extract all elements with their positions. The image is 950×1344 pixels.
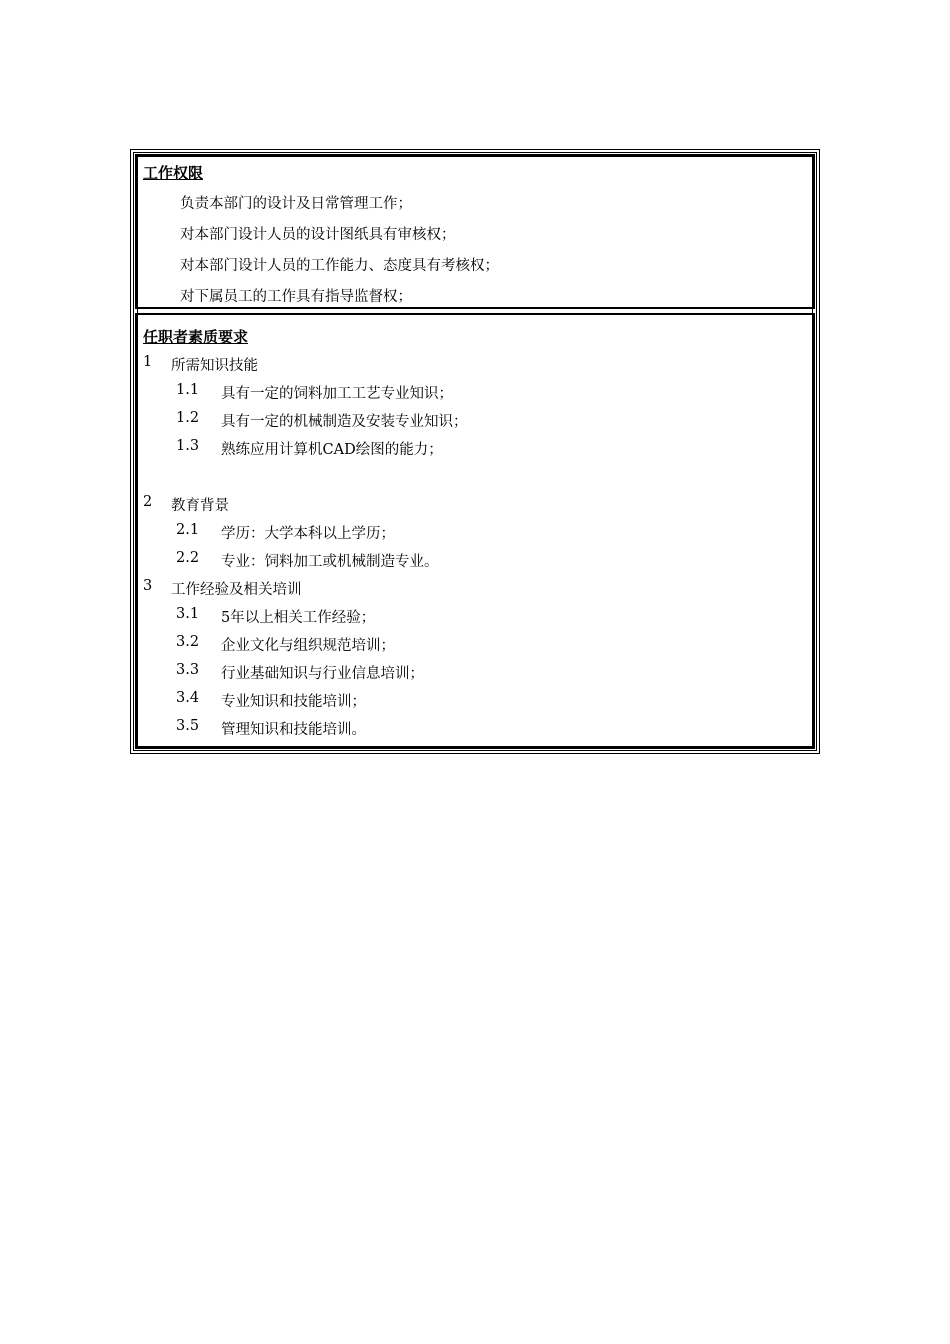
item-number: 3.3 [176,662,200,678]
authority-item: 对本部门设计人员的工作能力、态度具有考核权； [180,258,499,274]
group-number: 3 [143,578,153,594]
item-text: 具有一定的饲料加工工艺专业知识； [221,386,453,402]
item-number: 3.4 [176,690,200,706]
authority-item: 对本部门设计人员的设计图纸具有审核权； [180,227,456,243]
section-heading-authority: 工作权限 [143,164,204,182]
item-text: 5年以上相关工作经验； [221,610,376,626]
item-number: 2.1 [176,522,200,538]
item-text: 管理知识和技能培训。 [221,722,366,738]
item-text: 行业基础知识与行业信息培训； [221,666,424,682]
item-number: 1.3 [176,438,200,454]
group-number: 1 [143,354,153,370]
item-text: 专业：饲料加工或机械制造专业。 [221,554,439,570]
item-number: 3.1 [176,606,200,622]
item-text: 企业文化与组织规范培训； [221,638,395,654]
authority-item: 负责本部门的设计及日常管理工作； [180,196,412,212]
item-number: 1.1 [176,382,200,398]
group-number: 2 [143,494,153,510]
item-text: 具有一定的机械制造及安装专业知识； [221,414,468,430]
section-heading-qualifications: 任职者素质要求 [143,328,249,346]
item-text: 熟练应用计算机CAD绘图的能力； [221,442,443,458]
item-number: 2.2 [176,550,200,566]
item-text: 学历：大学本科以上学历； [221,526,395,542]
group-title: 教育背景 [171,498,229,514]
item-number: 3.5 [176,718,200,734]
item-number: 1.2 [176,410,200,426]
group-title: 所需知识技能 [171,358,258,374]
authority-item: 对下属员工的工作具有指导监督权； [180,289,412,305]
group-title: 工作经验及相关培训 [171,582,302,598]
item-text: 专业知识和技能培训； [221,694,366,710]
item-number: 3.2 [176,634,200,650]
